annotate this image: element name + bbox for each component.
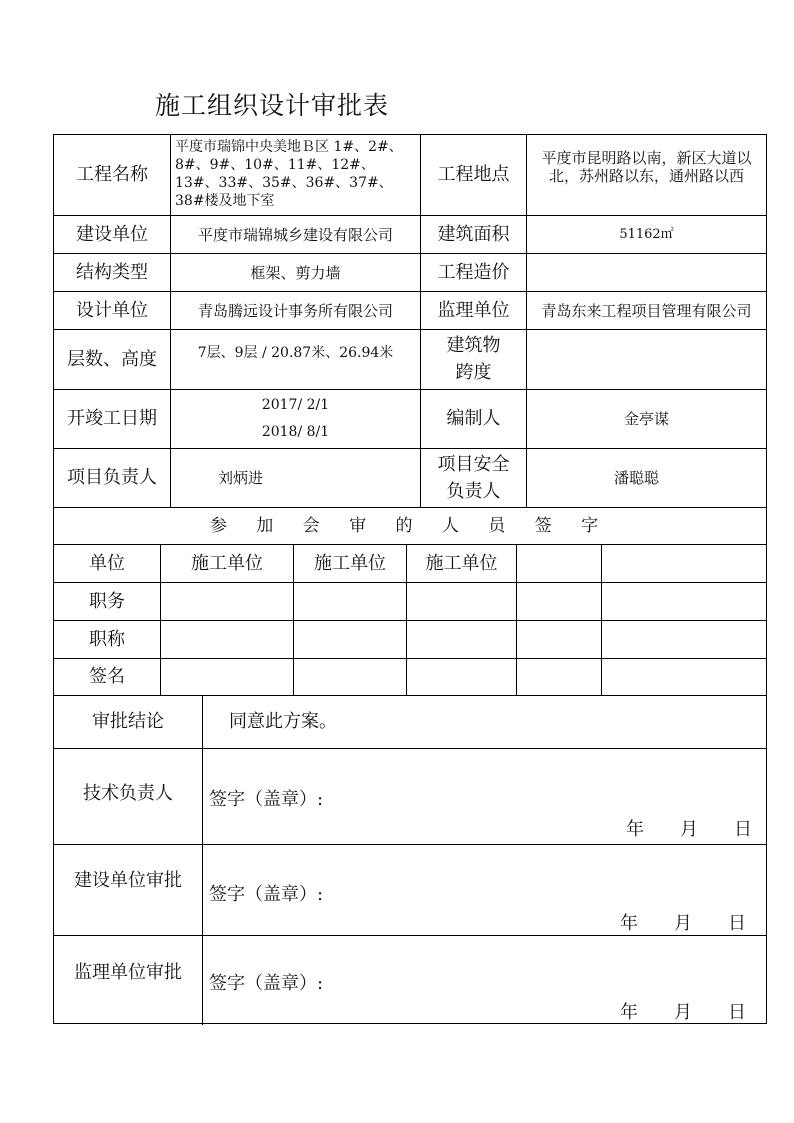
signoff-unit-cell: 施工单位 <box>425 552 498 574</box>
project-location-label: 工程地点 <box>437 164 510 186</box>
signoff-row-label: 单位 <box>89 552 125 574</box>
project-name-label: 工程名称 <box>76 164 148 186</box>
technical-lead-date: 年 月 日 <box>626 819 752 840</box>
supervisor-approval-signature: 签字（盖章）: <box>209 973 324 994</box>
technical-lead-label: 技术负责人 <box>83 782 173 804</box>
project-manager-label: 项目负责人 <box>67 467 157 489</box>
floors-height-label: 层数、高度 <box>67 348 157 370</box>
building-area-value: 51162㎡ <box>619 226 674 242</box>
start-end-date-label: 开竣工日期 <box>67 408 157 430</box>
builder-approval-label: 建设单位审批 <box>74 870 182 892</box>
form-title: 施工组织设计审批表 <box>155 91 390 120</box>
approval-conclusion-label: 审批结论 <box>92 711 164 733</box>
builder-approval-signature: 签字（盖章）: <box>209 884 324 905</box>
signoff-unit-cell: 施工单位 <box>314 552 386 574</box>
safety-manager-value: 潘聪聪 <box>613 469 659 487</box>
supervision-unit-value: 青岛东来工程项目管理有限公司 <box>541 301 752 320</box>
signoff-row-label: 职务 <box>89 590 125 612</box>
end-date: 2018/ 8/1 <box>261 424 330 440</box>
supervisor-approval-label: 监理单位审批 <box>74 961 182 983</box>
safety-manager-label: 项目安全负责人 <box>437 454 510 502</box>
builder-approval-date: 年 月 日 <box>620 913 746 934</box>
floors-height-value: 7层、9层 / 20.87米、26.94米 <box>197 345 394 362</box>
project-cost-label: 工程造价 <box>437 261 510 283</box>
start-date: 2017/ 2/1 <box>261 397 330 414</box>
signoff-unit-cell <box>517 545 601 582</box>
signoff-unit-cell: 施工单位 <box>191 552 263 574</box>
design-unit-label: 设计单位 <box>76 299 148 321</box>
building-span-value <box>527 330 766 389</box>
design-unit-value: 青岛腾远设计事务所有限公司 <box>197 301 393 320</box>
start-end-dates <box>171 390 420 448</box>
structure-type-value: 框架、剪力墙 <box>250 263 341 282</box>
project-cost-value <box>527 254 766 291</box>
building-area-label: 建筑面积 <box>437 223 510 245</box>
compiler-value: 金亭谋 <box>623 410 669 428</box>
signoff-row-label: 签名 <box>89 666 125 688</box>
project-location-value: 平度市昆明路以南，新区大道以北，苏州路以东，通州路以西 <box>541 149 752 185</box>
supervision-unit-label: 监理单位 <box>437 299 510 321</box>
builder-label: 建设单位 <box>76 223 148 245</box>
signoff-unit-cell <box>602 545 766 582</box>
signoff-heading: 参 加 会 审 的 人 员 签 字 <box>209 515 611 536</box>
project-manager-value: 刘炳进 <box>217 469 263 487</box>
technical-lead-signature: 签字（盖章）: <box>209 789 324 810</box>
approval-form-table <box>53 134 767 1024</box>
signoff-row-label: 职称 <box>89 628 125 650</box>
structure-type-label: 结构类型 <box>76 261 148 283</box>
project-name-value: 平度市瑞锦中央美地Ｂ区 1#、2#、8#、9#、10#、11#、12#、13#、33#、35#、36#、37#、38#楼及地下室 <box>175 139 403 209</box>
builder-value: 平度市瑞锦城乡建设有限公司 <box>197 225 393 244</box>
approval-conclusion-value: 同意此方案。 <box>229 711 337 733</box>
compiler-label: 编制人 <box>446 408 501 430</box>
building-span-label: 建筑物跨度 <box>446 335 501 383</box>
supervisor-approval-date: 年 月 日 <box>620 1002 746 1023</box>
